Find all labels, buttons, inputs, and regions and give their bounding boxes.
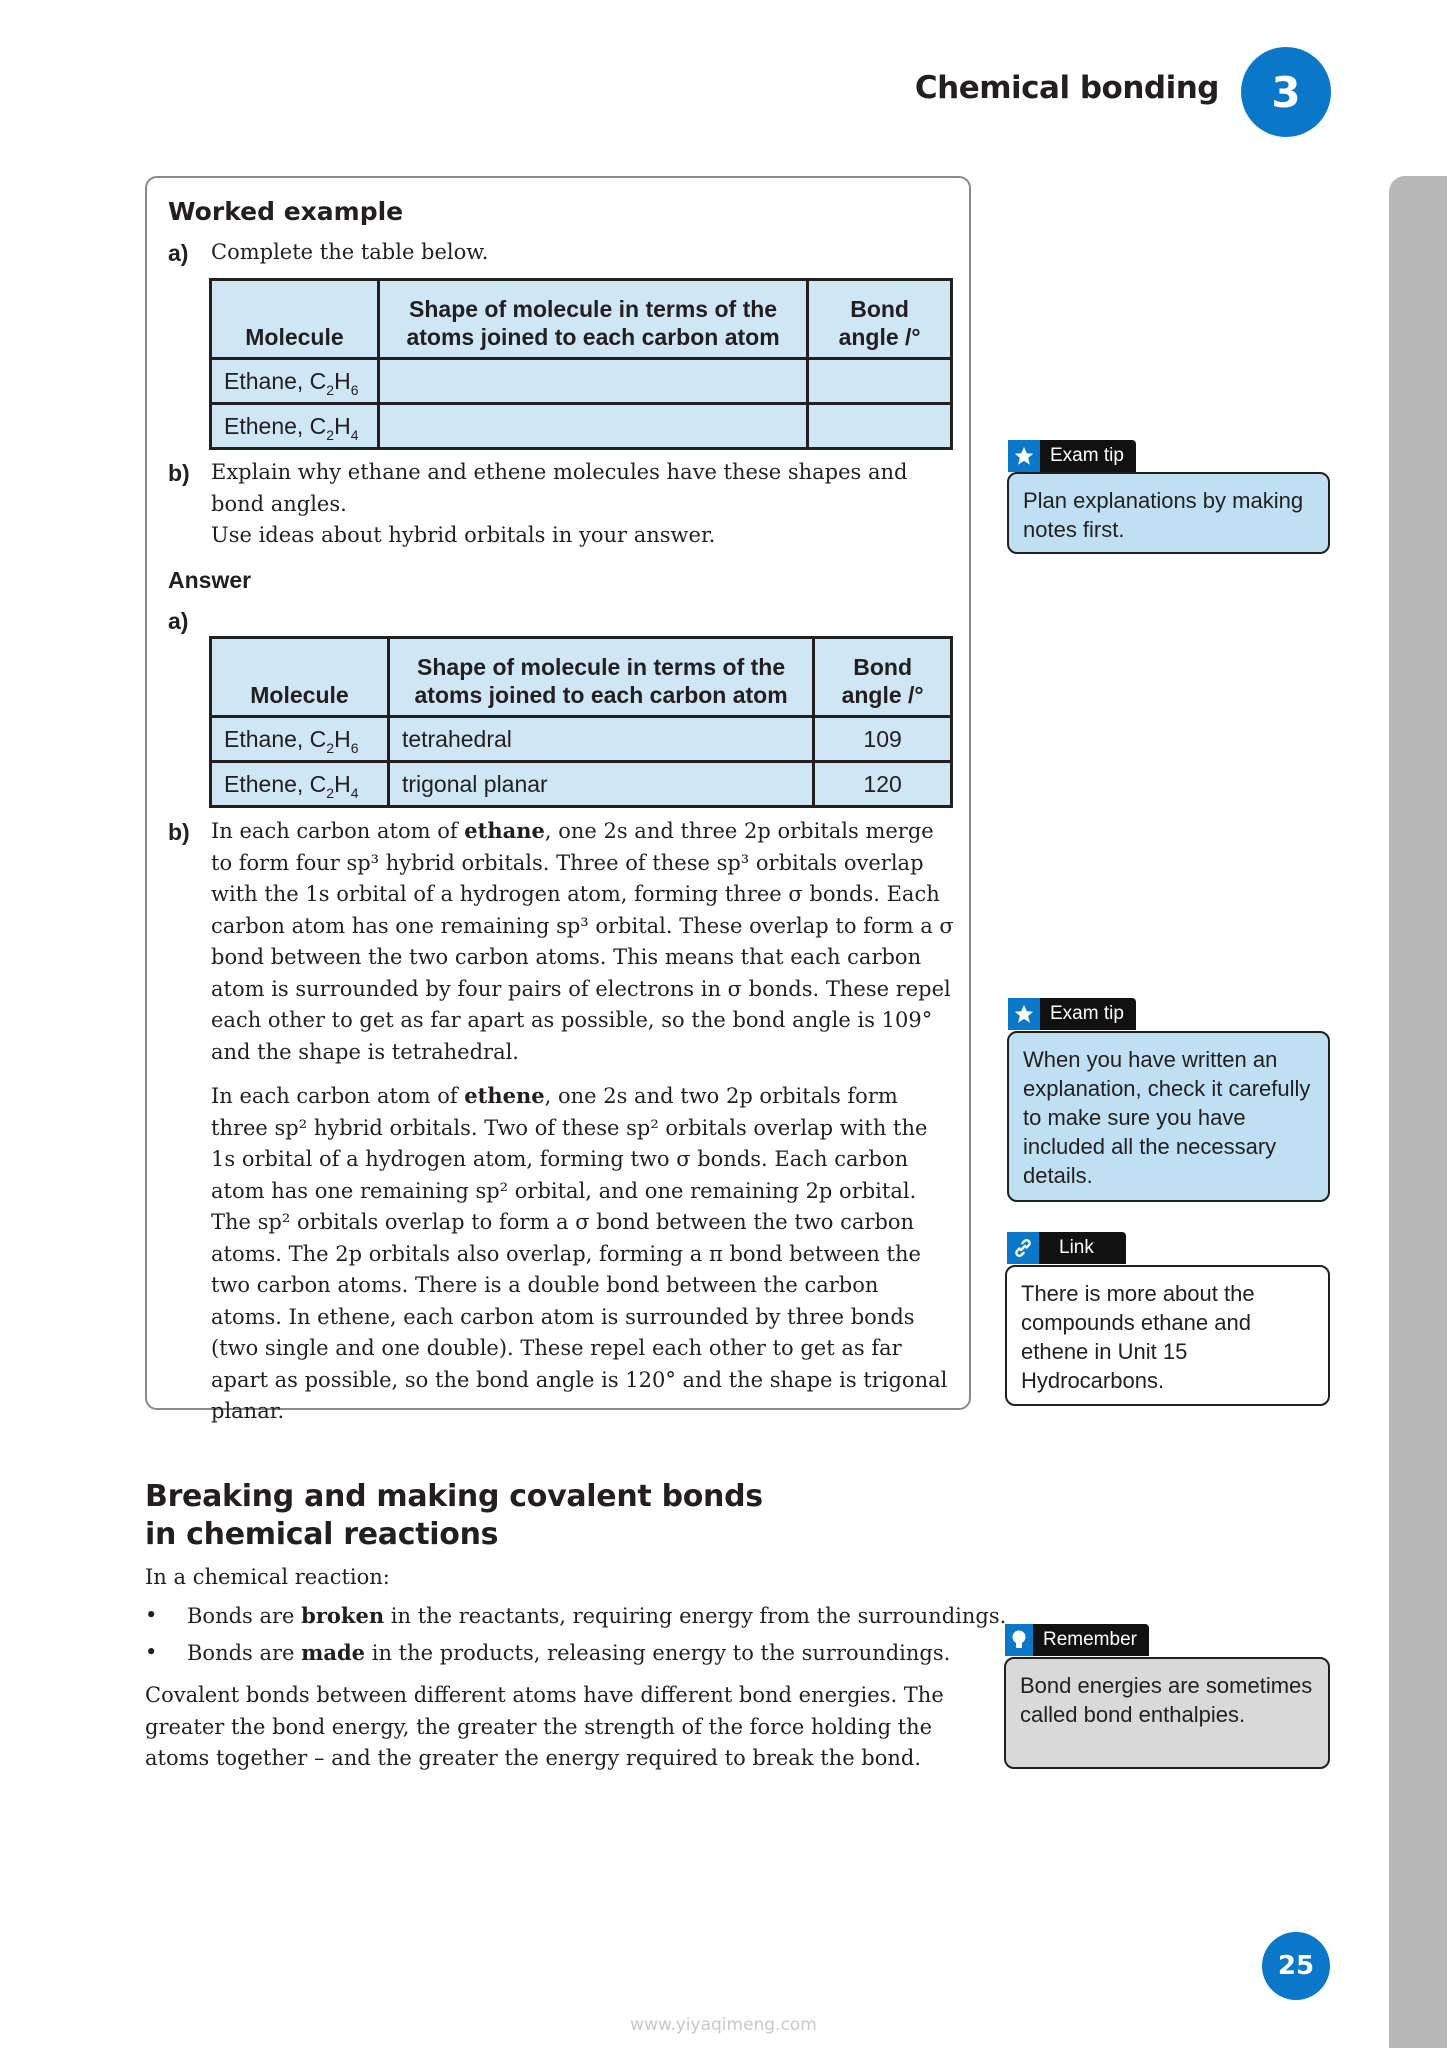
chapter-number-badge: 3 — [1241, 47, 1331, 137]
exam-tip-tab — [1008, 440, 1136, 472]
link-tab — [1007, 1232, 1126, 1264]
chapter-title: Chemical bonding — [914, 70, 1219, 106]
answer-table — [209, 636, 953, 808]
ethane-explanation: In each carbon atom of ethane, one 2s and three 2p orbitals merge to form four sp³ hybrid orbitals. Three of these sp³ orbitals overlap with the 1s orbital of a hydrogen atom, forming three σ bonds. Each carbon atom has one remaining sp³ orbital. These overlap to form a σ bond between the two carbon atoms. This means that each carbon atom is surrounded by four pairs of electrons in σ bonds. These repel each other to get as far apart as possible, so the bond angle is 109° and the shape is tetrahedral. — [211, 818, 954, 1064]
table-row — [211, 717, 952, 762]
table-header-bond-angle: Bond angle /° — [808, 280, 952, 359]
exam-tip-box: When you have written an explanation, check it carefully to make sure you have included all the necessary details. — [1007, 1031, 1330, 1202]
table-header-molecule: Molecule — [211, 638, 389, 717]
link-label: Link — [1059, 1237, 1094, 1258]
table-header-shape: Shape of molecule in terms of the atoms joined to each carbon atom — [388, 638, 813, 717]
answer-b-text — [211, 815, 955, 1428]
section-heading: Breaking and making covalent bonds in chemical reactions — [145, 1479, 763, 1552]
molecule-cell: Ethene, $C_2H_4$ — [211, 762, 389, 807]
answer-b-label: b) — [168, 819, 190, 845]
part-b-label: b) — [168, 460, 190, 486]
link-icon — [1007, 1232, 1039, 1264]
molecule-cell: Ethane, $C_2H_6$ — [211, 717, 389, 762]
table-row — [211, 404, 952, 449]
page-edge-tab — [1389, 176, 1447, 2048]
exam-tip-label: Exam tip — [1050, 1003, 1124, 1024]
table-header-molecule: Molecule — [211, 280, 379, 359]
bond-angle-cell: 109 — [814, 717, 952, 762]
bond-angle-cell: 120 — [814, 762, 952, 807]
table-row — [211, 762, 952, 807]
question-table — [209, 278, 953, 450]
shape-answer-cell — [378, 404, 807, 449]
lightbulb-icon — [1005, 1624, 1033, 1656]
molecule-cell: Ethane, $C_2H_6$ — [211, 359, 379, 404]
star-icon — [1008, 440, 1040, 472]
link-box: There is more about the compounds ethane and ethene in Unit 15 Hydrocarbons. — [1005, 1265, 1330, 1406]
table-row — [211, 359, 952, 404]
exam-tip-tab — [1008, 998, 1136, 1030]
ethene-explanation: In each carbon atom of ethene, one 2s and two 2p orbitals form three sp² hybrid orbitals. Two of these sp² orbitals overlap with the 1s orbital of a hydrogen atom, forming two σ bonds. Each carbon atom has one remaining sp² orbital, and one remaining 2p orbital. The sp² orbitals overlap to form a σ bond between the two carbon atoms. The 2p orbitals also overlap, forming a π bond between the two carbon atoms. There is a double bond between the carbon atoms. In ethene, each carbon atom is surrounded by three bonds (two single and one double). These repel each other to get as far apart as possible, so the bond angle is 120° and the shape is trigonal planar. — [211, 1083, 948, 1423]
exam-tip-label: Exam tip — [1050, 445, 1124, 466]
exam-tip-box: Plan explanations by making notes first. — [1007, 472, 1330, 554]
worked-example-box — [145, 176, 971, 1423]
section-intro: In a chemical reaction: — [145, 1565, 390, 1589]
table-header-shape: Shape of molecule in terms of the atoms joined to each carbon atom — [378, 280, 807, 359]
part-a-text: Complete the table below. — [211, 240, 489, 264]
section-closing-paragraph: Covalent bonds between different atoms have different bond energies. The greater the bond energy, the greater the strength of the force holding the atoms together – and the greater the energy required to break the bond. — [145, 1683, 944, 1770]
shape-cell: trigonal planar — [388, 762, 813, 807]
angle-answer-cell — [808, 359, 952, 404]
molecule-cell: Ethene, $C_2H_4$ — [211, 404, 379, 449]
remember-tab — [1005, 1624, 1149, 1656]
worked-example-heading: Worked example — [168, 197, 404, 226]
answer-heading: Answer — [168, 567, 252, 593]
remember-label: Remember — [1043, 1629, 1137, 1650]
answer-a-label: a) — [168, 608, 189, 634]
table-header-bond-angle: Bond angle /° — [814, 638, 952, 717]
star-icon — [1008, 998, 1040, 1030]
part-a-label: a) — [168, 240, 189, 266]
shape-answer-cell — [378, 359, 807, 404]
remember-box: Bond energies are sometimes called bond enthalpies. — [1004, 1657, 1330, 1769]
page-number: 25 — [1262, 1932, 1330, 2000]
angle-answer-cell — [808, 404, 952, 449]
part-b-text: Explain why ethane and ethene molecules have these shapes and bond angles. Use ideas about hybrid orbitals in your answer. — [211, 460, 908, 547]
shape-cell: tetrahedral — [388, 717, 813, 762]
watermark: www.yiyaqimeng.com — [630, 2015, 817, 2035]
